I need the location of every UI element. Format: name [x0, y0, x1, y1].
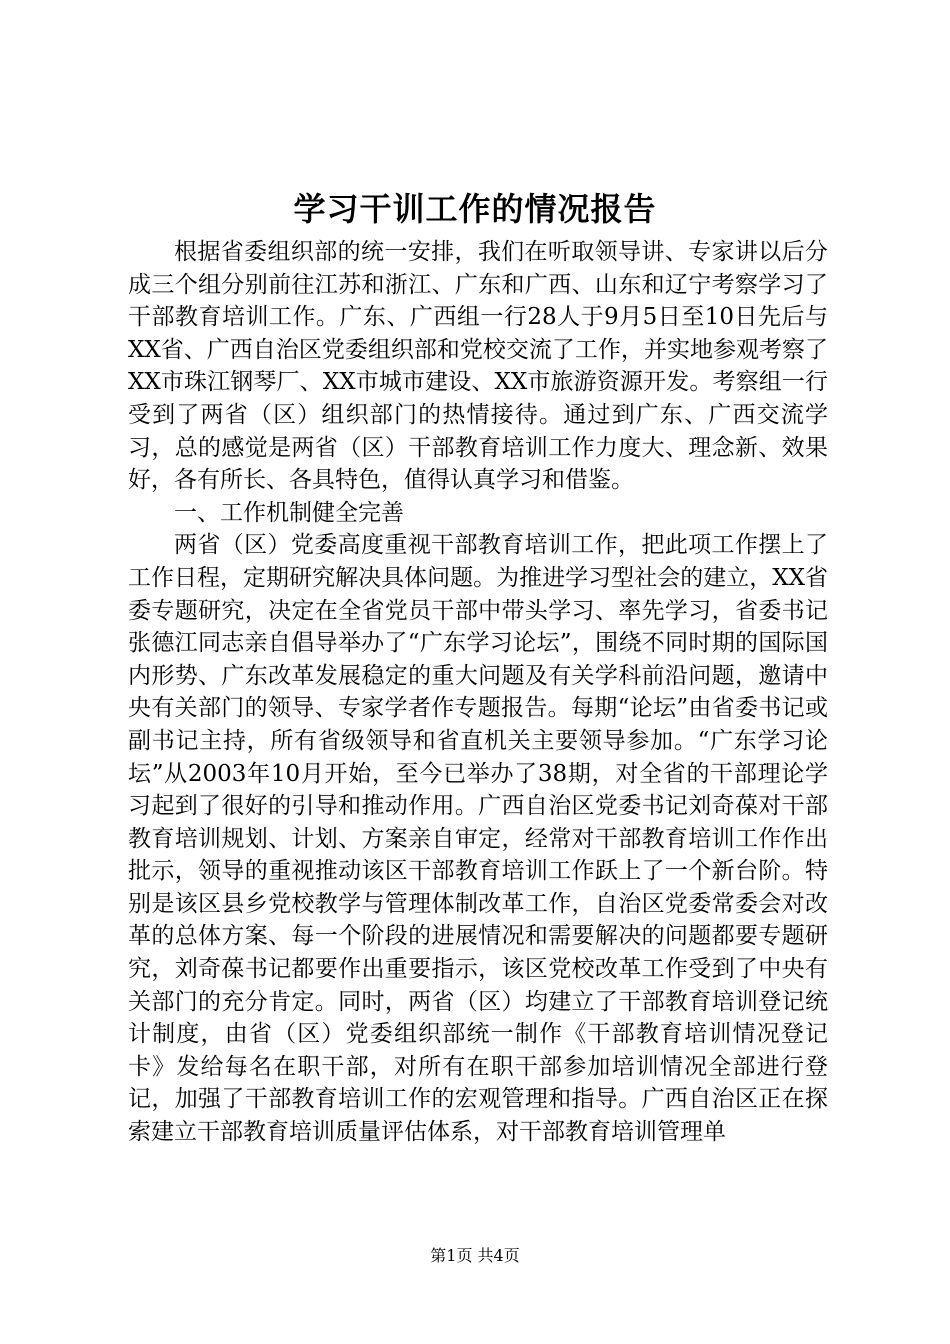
paragraph-intro: 根据省委组织部的统一安排，我们在听取领导讲、专家讲以后分成三个组分别前往江苏和浙江、广东和广西、山东和辽宁考察学习了干部教育培训工作。广东、广西组一行28人于9月5日至10日先后与XX省、广西自治区党委组织部和党校交流了工作，并实地参观考察了XX市珠江钢琴厂、XX市城市建设、XX市旅游资源开发。考察组一行受到了两省（区）组织部门的热情接待。通过到广东、广西交流学习，总的感觉是两省（区）干部教育培训工作力度大、理念新、效果好，各有所长、各具特色，值得认真学习和借鉴。 — [128, 239, 828, 494]
section-heading: 一、工作机制健全完善 — [174, 499, 404, 526]
document-title: 学习干训工作的情况报告 — [293, 190, 657, 228]
paragraph-mechanism: 两省（区）党委高度重视干部教育培训工作，把此项工作摆上了工作日程，定期研究解决具体问题。为推进学习型社会的建立，XX省委专题研究，决定在全省党员干部中带头学习、率先学习，省委书记张德江同志亲自倡导举办了“广东学习论坛”，围绕不同时期的国际国内形势、广东改革发展稳定的重大问题及有关学科前沿问题，邀请中央有关部门的领导、专家学者作专题报告。每期“论坛”由省委书记或副书记主持，所有省级领导和省直机关主要领导参加。“广东学习论坛”从2003年10月开始，至今已举办了38期，对全省的干部理论学习起到了很好的引导和推动作用。广西自治区党委书记刘奇葆对干部教育培训规划、计划、方案亲自审定，经常对干部教育培训工作作出批示，领导的重视推动该区干部教育培训工作跃上了一个新台阶。特别是该区县乡党校教学与管理体制改革工作，自治区党委常委会对改革的总体方案、每一个阶段的进展情况和需要解决的问题都要专题研究，刘奇葆书记都要作出重要指示，该区党校改革工作受到了中央有关部门的充分肯定。同时，两省（区）均建立了干部教育培训登记统计制度，由省（区）党委组织部统一制作《干部教育培训情况登记卡》发给每名在职干部，对所有在职干部参加培训情况全部进行登记，加强了干部教育培训工作的宏观管理和指导。广西自治区正在探索建立干部教育培训质量评估体系，对干部教育培训管理单 — [128, 532, 828, 1146]
page-footer: 第1页 共4页 — [430, 1246, 520, 1265]
document-body — [128, 236, 828, 1149]
